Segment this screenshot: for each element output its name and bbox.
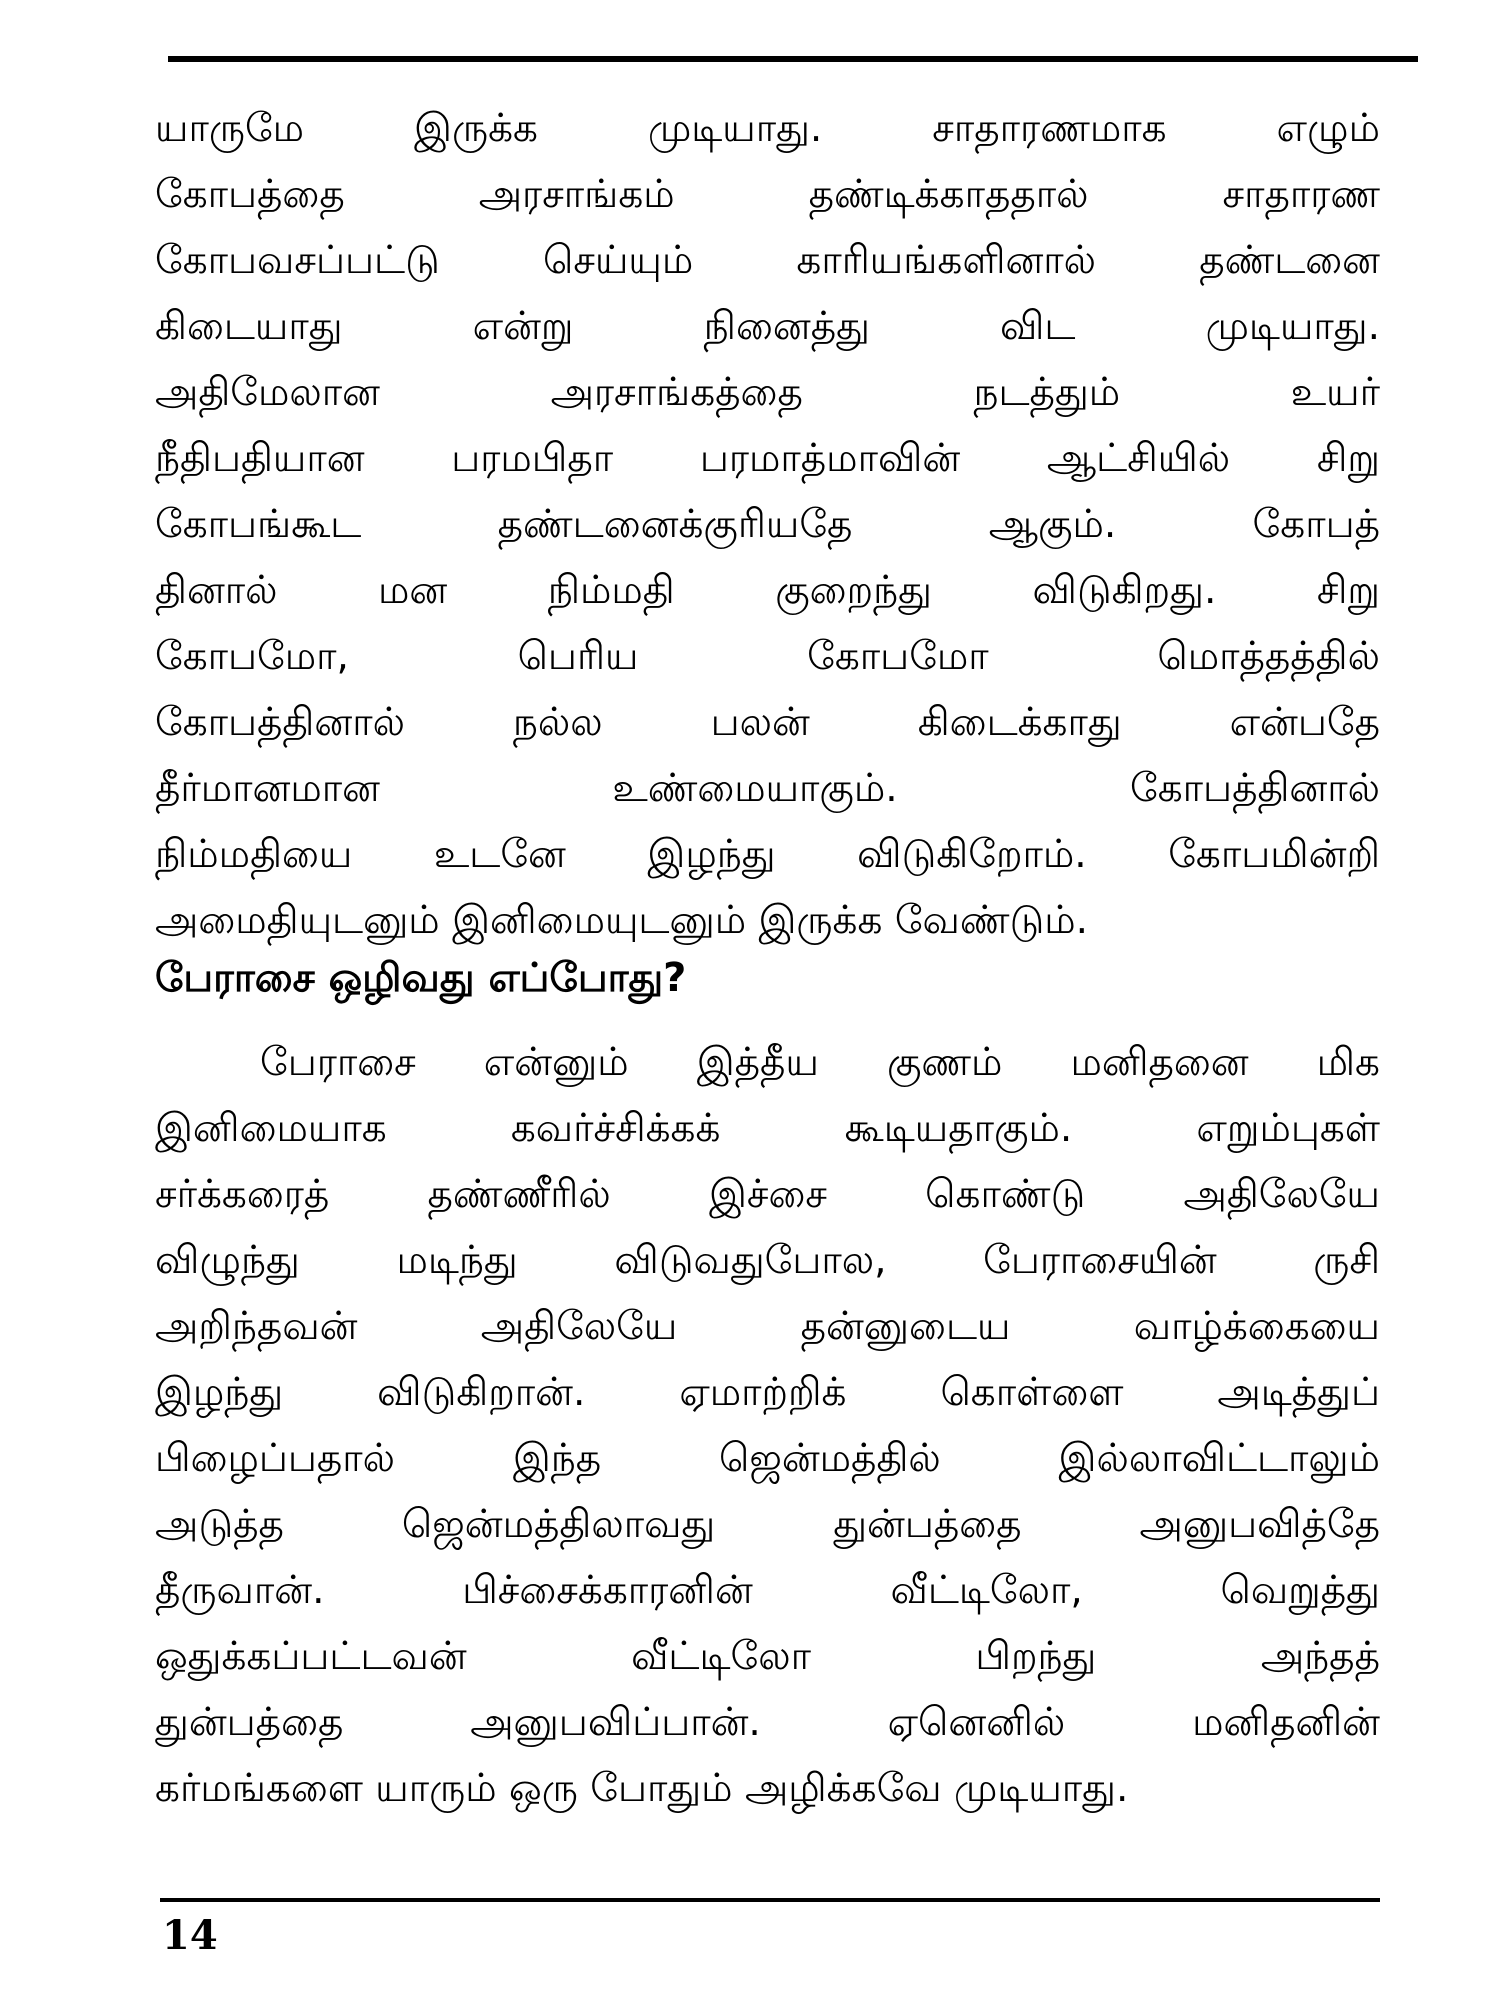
text-line: கோபவசப்பட்டு செய்யும் காரியங்களினால் தண்டனை xyxy=(155,238,1380,283)
text-line: துன்பத்தை அனுபவிப்பான். ஏனெனில் மனிதனின் xyxy=(155,1700,1380,1745)
text-line: பிழைப்பதால் இந்த ஜென்மத்தில் இல்லாவிட்டாலும் xyxy=(155,1436,1380,1481)
text-line: தினால் மன நிம்மதி குறைந்து விடுகிறது. சிறு xyxy=(155,568,1380,613)
text-line: இனிமையாக கவர்ச்சிக்கக் கூடியதாகும். எறும்புகள் xyxy=(155,1106,1380,1151)
text-line: கிடையாது என்று நினைத்து விட முடியாது. xyxy=(155,304,1380,349)
text-line: இழந்து விடுகிறான். ஏமாற்றிக் கொள்ளை அடித்துப் xyxy=(155,1370,1380,1415)
text-line: யாருமே இருக்க முடியாது. சாதாரணமாக எழும் xyxy=(155,106,1380,151)
paragraph-2 xyxy=(155,1030,1380,1822)
bottom-rule xyxy=(160,1898,1380,1902)
text-line: ஒதுக்கப்பட்டவன் வீட்டிலோ பிறந்து அந்தத் xyxy=(155,1634,1380,1679)
text-line: விழுந்து மடிந்து விடுவதுபோல, பேராசையின் ருசி xyxy=(155,1238,1380,1283)
text-line: பேராசை என்னும் இத்தீய குணம் மனிதனை மிக xyxy=(260,1040,1380,1085)
text-line: தீருவான். பிச்சைக்காரனின் வீட்டிலோ, வெறுத்து xyxy=(155,1568,1380,1613)
text-line: அடுத்த ஜென்மத்திலாவது துன்பத்தை அனுபவித்தே xyxy=(155,1502,1380,1547)
text-line: அறிந்தவன் அதிலேயே தன்னுடைய வாழ்க்கையை xyxy=(155,1304,1380,1349)
section-heading: பேராசை ஒழிவது எப்போது? xyxy=(155,955,687,1001)
page-number: 14 xyxy=(162,1912,218,1959)
text-line: நிம்மதியை உடனே இழந்து விடுகிறோம். கோபமின்றி xyxy=(155,832,1380,877)
text-line: கர்மங்களை யாரும் ஒரு போதும் அழிக்கவே முடியாது. xyxy=(155,1766,1129,1811)
text-line: நீதிபதியான பரமபிதா பரமாத்மாவின் ஆட்சியில் சிறு xyxy=(155,436,1380,481)
text-line: அமைதியுடனும் இனிமையுடனும் இருக்க வேண்டும். xyxy=(155,898,1089,943)
text-line: அதிமேலான அரசாங்கத்தை நடத்தும் உயர் xyxy=(155,370,1380,415)
top-rule xyxy=(168,56,1418,62)
paragraph-1 xyxy=(155,96,1380,954)
text-line: தீர்மானமான உண்மையாகும். கோபத்தினால் xyxy=(155,766,1380,811)
text-line: கோபங்கூட தண்டனைக்குரியதே ஆகும். கோபத் xyxy=(155,502,1380,547)
text-line: கோபத்தினால் நல்ல பலன் கிடைக்காது என்பதே xyxy=(155,700,1380,745)
text-line: கோபமோ, பெரிய கோபமோ மொத்தத்தில் xyxy=(155,634,1380,679)
text-line: சர்க்கரைத் தண்ணீரில் இச்சை கொண்டு அதிலேயே xyxy=(155,1172,1380,1217)
text-line: கோபத்தை அரசாங்கம் தண்டிக்காததால் சாதாரண xyxy=(155,172,1380,217)
